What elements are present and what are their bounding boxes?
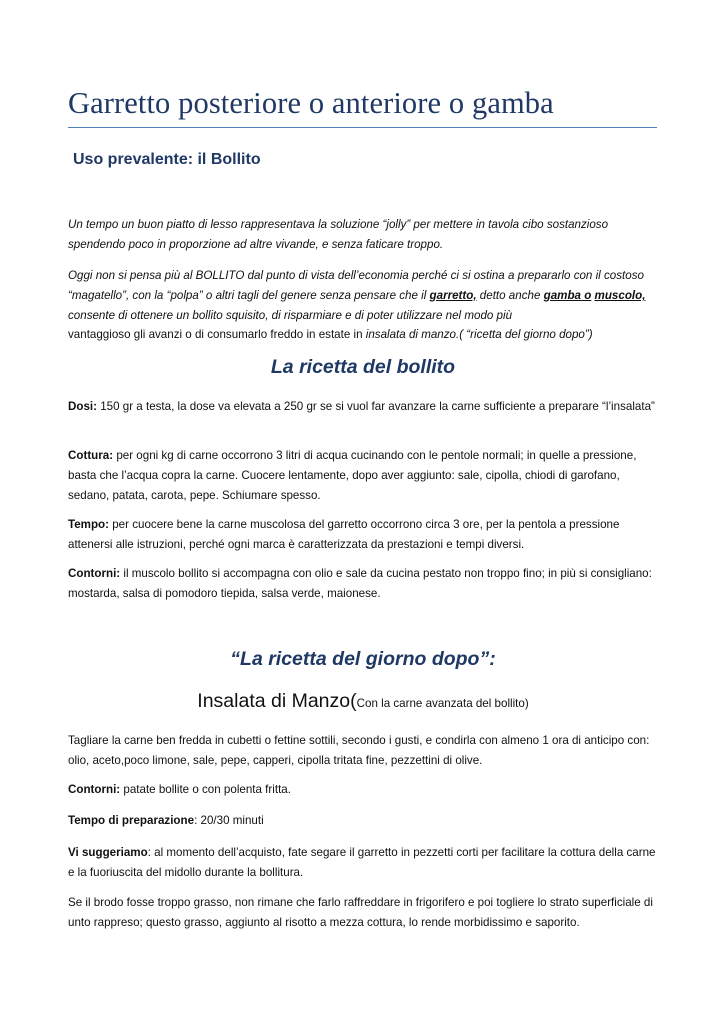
intro-p2-text-f: insalata di manzo.( “ricetta del giorno dopo”) bbox=[365, 328, 593, 342]
intro-paragraph-2 bbox=[68, 266, 658, 345]
suggeriamo-paragraph bbox=[68, 843, 658, 883]
title-underline bbox=[68, 127, 657, 128]
insalata-intro-paragraph: Tagliare la carne ben fredda in cubetti o fettine sottili, secondo i gusti, e condirla con almeno 1 ora di anticipo con: olio, aceto,poco limone, sale, pepe, capperi, cipolla tritata fine, pezzettini di olive. bbox=[68, 734, 650, 767]
cottura-label: Cottura: bbox=[68, 449, 114, 462]
intro-p2-text-a: Oggi non si pensa più al BOLLITO dal punto di vista dell’economia perché ci si ostina a prepararlo con il costoso “magatello”, con la “polpa” o altri tagli del genere senza pensare che il bbox=[68, 269, 644, 302]
section-heading-giorno-dopo: “La ricetta del giorno dopo”: bbox=[230, 648, 496, 670]
recipe-title-note: Con la carne avanzata del bollito) bbox=[356, 697, 529, 710]
dosi-text: 150 gr a testa, la dose va elevata a 250 gr se si vuol far avanzare la carne sufficiente a preparare “l’insalata” bbox=[96, 400, 655, 413]
intro-paragraph-1: Un tempo un buon piatto di lesso rappresentava la soluzione “jolly” per mettere in tavola cibo sostanzioso spendendo poco in proporzione ad altre vivande, e senza faticare troppo. bbox=[68, 218, 609, 251]
insalata-contorni-text: patate bollite o con polenta fritta. bbox=[120, 783, 291, 796]
cottura-text: per ogni kg di carne occorrono 3 litri di acqua cucinando con le pentole normali; in quelle a pressione, basta che l’acqua copra la carne. Cuocere lentamente, dopo aver aggiunto: sale, cipolla, chiodi di garofano, sedano, patata, carota, pepe. Schiumare spesso. bbox=[68, 449, 637, 502]
intro-p2-text-e: vantaggioso gli avanzi o di consumarlo freddo in estate in bbox=[68, 328, 366, 342]
insalata-contorni-paragraph bbox=[68, 780, 658, 800]
tempo-text: per cuocere bene la carne muscolosa del garretto occorrono circa 3 ore, per la pentola a pressione attenersi alle istruzioni, perché ogni marca è caratterizzata da prestazioni e tempi diversi. bbox=[68, 518, 620, 551]
preparazione-label: Tempo di preparazione bbox=[68, 814, 195, 827]
contorni-text: il muscolo bollito si accompagna con olio e sale da cucina pestato non troppo fino; in più si consigliano: mostarda, salsa di pomodoro tiepida, salsa verde, maionese. bbox=[68, 567, 652, 600]
preparazione-paragraph bbox=[68, 811, 658, 831]
cottura-paragraph bbox=[68, 446, 658, 505]
section-heading-bollito: La ricetta del bollito bbox=[270, 356, 456, 378]
suggeriamo-label: Vi suggeriamo bbox=[68, 846, 148, 859]
intro-p2-text-d: consente di ottenere un bollito squisito, di risparmiare e di poter utilizzare nel modo più bbox=[68, 308, 513, 322]
recipe-title-main: Insalata di Manzo( bbox=[197, 690, 357, 712]
preparazione-text: : 20/30 minuti bbox=[194, 814, 264, 827]
page-title: Garretto posteriore o anteriore o gamba bbox=[68, 86, 554, 120]
recipe-title bbox=[68, 690, 658, 713]
tempo-label: Tempo: bbox=[68, 518, 110, 531]
tempo-paragraph bbox=[68, 515, 658, 555]
intro-p2-text-b: detto anche bbox=[476, 288, 544, 302]
dosi-label: Dosi: bbox=[68, 400, 97, 413]
contorni-label: Contorni: bbox=[68, 567, 121, 580]
contorni-paragraph bbox=[68, 564, 658, 604]
insalata-contorni-label: Contorni: bbox=[68, 783, 121, 796]
brodo-paragraph: Se il brodo fosse troppo grasso, non rimane che farlo raffreddare in frigorifero e poi togliere lo strato superficiale di unto rappreso; questo grasso, aggiunto al risotto a mezza cottura, lo rende morbidissimo e saporito. bbox=[68, 896, 653, 929]
subtitle: Uso prevalente: il Bollito bbox=[73, 151, 261, 168]
link-muscolo[interactable]: muscolo, bbox=[594, 288, 646, 302]
link-gamba[interactable]: gamba o bbox=[543, 288, 592, 302]
suggeriamo-text: : al momento dell’acquisto, fate segare il garretto in pezzetti corti per facilitare la cottura della carne e la fuoriuscita del midollo durante la bollitura. bbox=[68, 846, 656, 879]
dosi-paragraph bbox=[68, 397, 658, 417]
link-garretto[interactable]: garretto, bbox=[429, 288, 477, 302]
